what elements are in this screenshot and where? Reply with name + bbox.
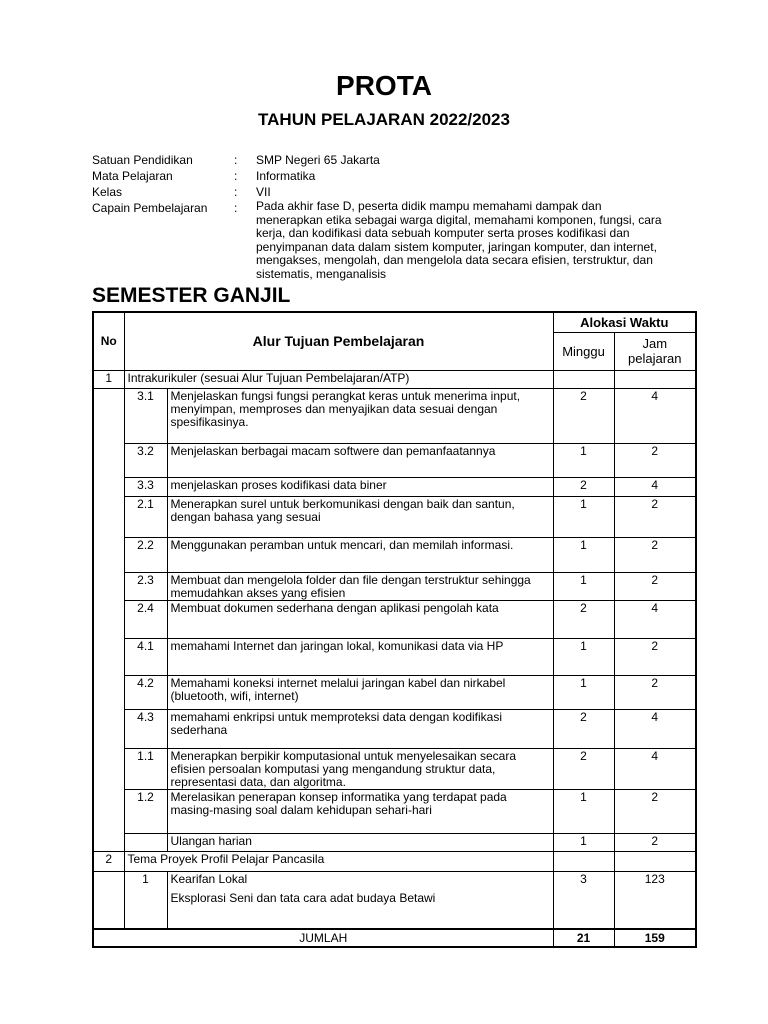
project-code: 1	[124, 871, 167, 929]
info-row-satuan	[92, 152, 662, 168]
row-minggu: 2	[553, 748, 614, 789]
header-jam: Jam pelajaran	[614, 332, 696, 370]
row-code: 3.2	[124, 443, 167, 477]
section-jam	[614, 851, 696, 871]
row-code: 4.3	[124, 709, 167, 748]
row-jam: 2	[614, 789, 696, 833]
row-code: 1.1	[124, 748, 167, 789]
row-minggu: 1	[553, 638, 614, 675]
row-code: 3.3	[124, 477, 167, 496]
row-text: memahami enkripsi untuk memproteksi data dengan kodifikasi sederhana	[167, 709, 553, 748]
row-minggu: 1	[553, 496, 614, 537]
table-row	[93, 477, 696, 496]
row-text: Menggunakan peramban untuk mencari, dan memilah informasi.	[167, 537, 553, 572]
table-row	[93, 748, 696, 789]
row-no-cell	[93, 496, 124, 537]
project-minggu: 3	[553, 871, 614, 929]
header-minggu: Minggu	[553, 332, 614, 370]
total-row	[93, 929, 696, 947]
row-jam: 2	[614, 638, 696, 675]
row-text: Merelasikan penerapan konsep informatika yang terdapat pada masing-masing soal dalam kehidupan sehari-hari	[167, 789, 553, 833]
row-text: Menerapkan surel untuk berkomunikasi dengan baik dan santun, dengan bahasa yang sesuai	[167, 496, 553, 537]
semester-heading: SEMESTER GANJIL	[92, 284, 291, 307]
project-jam: 123	[614, 871, 696, 929]
row-no-cell	[93, 871, 124, 929]
header-alokasi: Alokasi Waktu	[553, 312, 696, 332]
info-colon: :	[234, 201, 238, 215]
info-value: Pada akhir fase D, peserta didik mampu memahami dampak dan menerapkan etika sebagai warga digital, memahami komponen, fungsi, cara kerja, dan kodifikasi data sebuah komputer serta proses kodifikasi dan penyimpanan data dalam sistem komputer, jaringan komputer, dan internet, mengakses, mengolah, dan mengelola data secara efisien, terstruktur, dan sistematis, menganalisis	[256, 199, 662, 281]
row-no-cell	[93, 572, 124, 600]
info-value: Informatika	[256, 169, 316, 183]
row-minggu: 2	[553, 600, 614, 638]
row-text: Memahami koneksi internet melalui jaringan kabel dan nirkabel (bluetooth, wifi, internet)	[167, 675, 553, 709]
row-code: 2.2	[124, 537, 167, 572]
table-row	[93, 638, 696, 675]
row-minggu: 1	[553, 789, 614, 833]
row-jam: 2	[614, 572, 696, 600]
row-text: Menjelaskan fungsi fungsi perangkat keras untuk menerima input, menyimpan, memproses dan menyajikan data sesuai dengan spesifikasinya.	[167, 388, 553, 443]
row-no-cell	[93, 833, 124, 851]
section-minggu	[553, 370, 614, 388]
row-no-cell	[93, 477, 124, 496]
project-title: Kearifan Lokal	[170, 871, 248, 886]
project-desc: Eksplorasi Seni dan tata cara adat budaya Betawi	[170, 890, 436, 905]
doc-subtitle: TAHUN PELAJARAN 2022/2023	[258, 110, 510, 129]
section-title: Intrakurikuler (sesuai Alur Tujuan Pembelajaran/ATP)	[124, 370, 553, 388]
info-row-mapel	[92, 168, 662, 184]
info-key: Mata Pelajaran	[92, 169, 173, 183]
row-jam: 2	[614, 675, 696, 709]
row-jam: 4	[614, 477, 696, 496]
table-row	[93, 675, 696, 709]
prota-table	[92, 311, 697, 948]
row-code: 2.1	[124, 496, 167, 537]
table-body	[93, 370, 696, 947]
row-text: Membuat dokumen sederhana dengan aplikasi pengolah kata	[167, 600, 553, 638]
info-colon: :	[234, 153, 238, 167]
section-row	[93, 370, 696, 388]
row-text: memahami Internet dan jaringan lokal, komunikasi data via HP	[167, 638, 553, 675]
table-row	[93, 496, 696, 537]
table-row	[93, 709, 696, 748]
row-no-cell	[93, 748, 124, 789]
info-block	[92, 152, 662, 281]
info-value: VII	[256, 185, 271, 199]
row-text: Menerapkan berpikir komputasional untuk menyelesaikan secara efisien persoalan komputasi yang mengandung struktur data, representasi data, dan algoritma.	[167, 748, 553, 789]
info-key: Satuan Pendidikan	[92, 153, 193, 167]
row-minggu: 2	[553, 388, 614, 443]
section-no: 1	[93, 370, 124, 388]
row-code: 2.4	[124, 600, 167, 638]
section-title: Tema Proyek Profil Pelajar Pancasila	[124, 851, 553, 871]
row-text: menjelaskan proses kodifikasi data biner	[167, 477, 553, 496]
project-text	[167, 871, 553, 929]
info-key: Capain Pembelajaran	[92, 201, 208, 215]
info-row-capaian	[92, 199, 662, 281]
row-no-cell	[93, 709, 124, 748]
row-minggu: 1	[553, 537, 614, 572]
section-minggu	[553, 851, 614, 871]
row-jam: 4	[614, 388, 696, 443]
row-jam: 4	[614, 600, 696, 638]
row-no-cell	[93, 789, 124, 833]
table-row	[93, 789, 696, 833]
info-colon: :	[234, 185, 238, 199]
row-jam: 2	[614, 496, 696, 537]
row-jam: 2	[614, 833, 696, 851]
row-code: 4.2	[124, 675, 167, 709]
total-minggu: 21	[553, 929, 614, 947]
row-no-cell	[93, 638, 124, 675]
row-code: 2.3	[124, 572, 167, 600]
info-key: Kelas	[92, 185, 123, 199]
table-row	[93, 443, 696, 477]
doc-title: PROTA	[336, 70, 432, 101]
table-row	[93, 537, 696, 572]
row-minggu: 1	[553, 833, 614, 851]
info-row-kelas	[92, 184, 662, 200]
table-row	[93, 388, 696, 443]
row-code: 1.2	[124, 789, 167, 833]
row-jam: 4	[614, 748, 696, 789]
row-code: 3.1	[124, 388, 167, 443]
row-text: Ulangan harian	[167, 833, 553, 851]
row-text: Menjelaskan berbagai macam softwere dan pemanfaatannya	[167, 443, 553, 477]
row-no-cell	[93, 675, 124, 709]
row-jam: 2	[614, 443, 696, 477]
row-minggu: 2	[553, 477, 614, 496]
total-label: JUMLAH	[93, 929, 553, 947]
row-minggu: 1	[553, 443, 614, 477]
row-no-cell	[93, 388, 124, 443]
row-code	[124, 833, 167, 851]
row-no-cell	[93, 537, 124, 572]
row-minggu: 1	[553, 675, 614, 709]
row-code: 4.1	[124, 638, 167, 675]
header-alur: Alur Tujuan Pembelajaran	[124, 312, 553, 370]
info-colon: :	[234, 169, 238, 183]
row-no-cell	[93, 600, 124, 638]
table-row	[93, 572, 696, 600]
section-no: 2	[93, 851, 124, 871]
row-no-cell	[93, 443, 124, 477]
total-jam: 159	[614, 929, 696, 947]
row-minggu: 2	[553, 709, 614, 748]
info-value: SMP Negeri 65 Jakarta	[256, 153, 380, 167]
row-minggu: 1	[553, 572, 614, 600]
row-jam: 2	[614, 537, 696, 572]
section-row	[93, 851, 696, 871]
table-row	[93, 600, 696, 638]
header-no: No	[93, 312, 124, 370]
project-row	[93, 871, 696, 929]
row-jam: 4	[614, 709, 696, 748]
table-row	[93, 833, 696, 851]
section-jam	[614, 370, 696, 388]
row-text: Membuat dan mengelola folder dan file dengan terstruktur sehingga memudahkan akses yang efisien	[167, 572, 553, 600]
